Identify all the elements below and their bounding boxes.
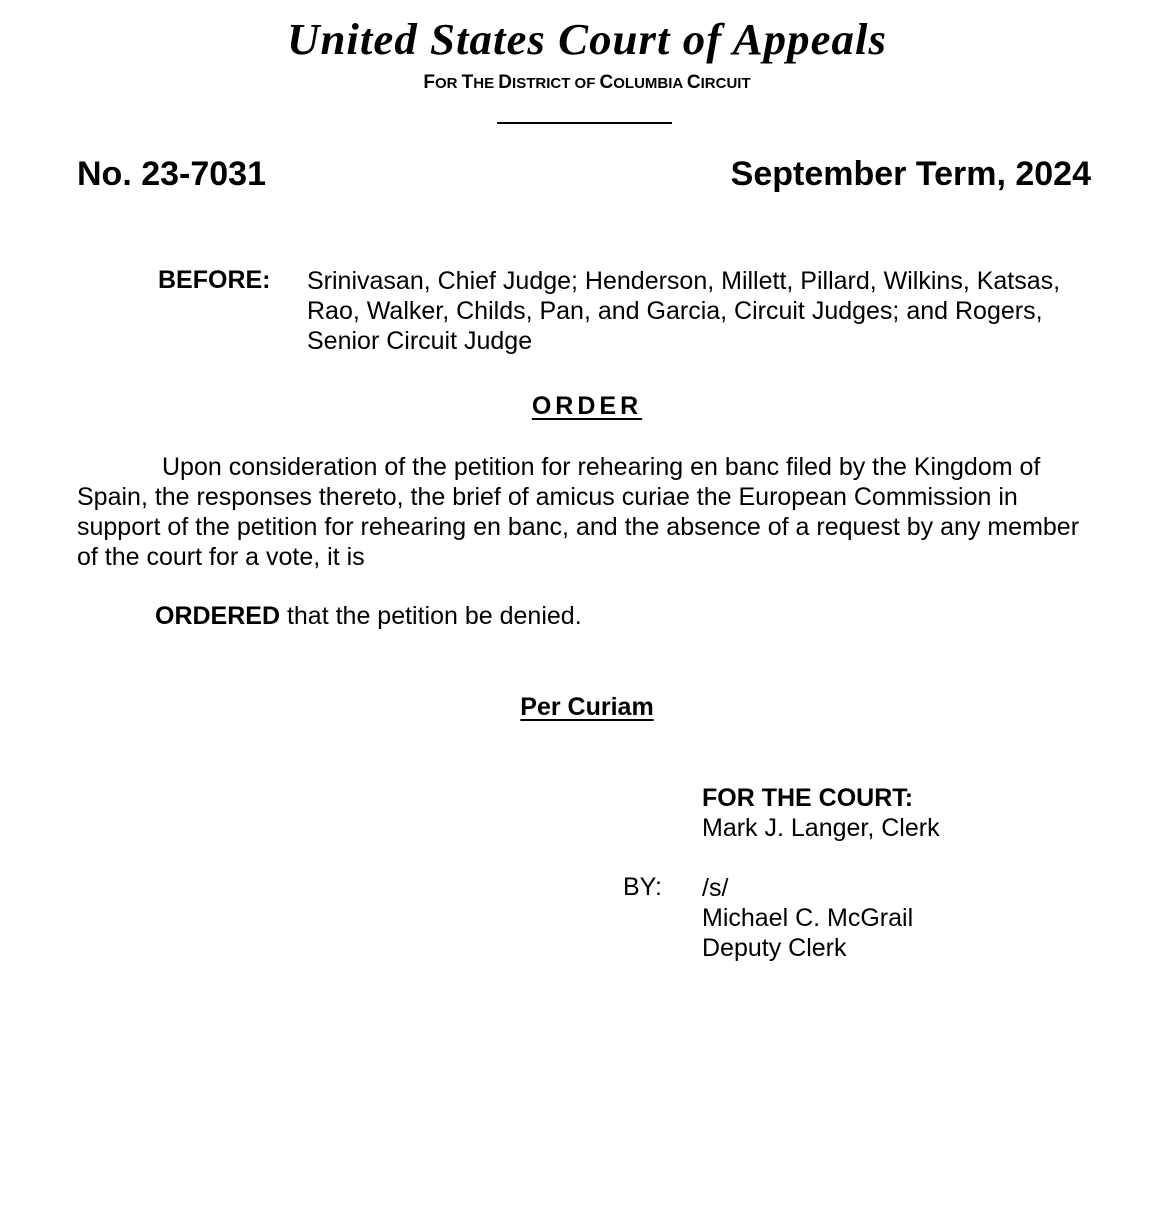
by-label: BY: — [623, 873, 662, 901]
deputy-name: Michael C. McGrail — [702, 904, 914, 932]
court-term: September Term, 2024 — [730, 155, 1091, 193]
for-the-court-block — [702, 783, 940, 843]
deputy-signature-block — [702, 873, 913, 963]
ordered-line — [155, 602, 582, 631]
court-name-heading: United States Court of Appeals — [287, 15, 887, 64]
per-curiam: Per Curiam — [520, 693, 654, 721]
clerk-name: Mark J. Langer, Clerk — [702, 814, 940, 842]
subtitle-part: CIRCUIT — [686, 72, 751, 93]
subtitle-part: COLUMBIA — [599, 72, 687, 93]
deputy-title: Deputy Clerk — [702, 934, 847, 962]
court-subtitle — [0, 72, 1174, 94]
for-the-court-label: FOR THE COURT: — [702, 784, 914, 812]
header-divider — [497, 122, 672, 124]
ordered-keyword: ORDERED — [155, 602, 281, 630]
order-paragraph: Upon consideration of the petition for rehearing en banc filed by the Kingdom of Spain, the responses thereto, the brief of amicus curiae the European Commission in support of the petition for rehearing en banc, and the absence of a request by any member of the court for a vote, it is — [77, 453, 1080, 571]
subtitle-part: FOR — [423, 72, 462, 93]
subtitle-part: THE — [461, 72, 499, 93]
before-label: BEFORE: — [158, 266, 271, 294]
docket-number: No. 23-7031 — [77, 155, 266, 193]
signature-mark: /s/ — [702, 874, 729, 902]
panel-judges: Srinivasan, Chief Judge; Henderson, Millett, Pillard, Wilkins, Katsas, Rao, Walker, Childs, Pan, and Garcia, Circuit Judges; and Rogers, Senior Circuit Judge — [307, 267, 1061, 355]
subtitle-part: DISTRICT OF — [498, 72, 600, 93]
ordered-text: that the petition be denied. — [280, 602, 582, 630]
order-title: ORDER — [531, 392, 643, 420]
